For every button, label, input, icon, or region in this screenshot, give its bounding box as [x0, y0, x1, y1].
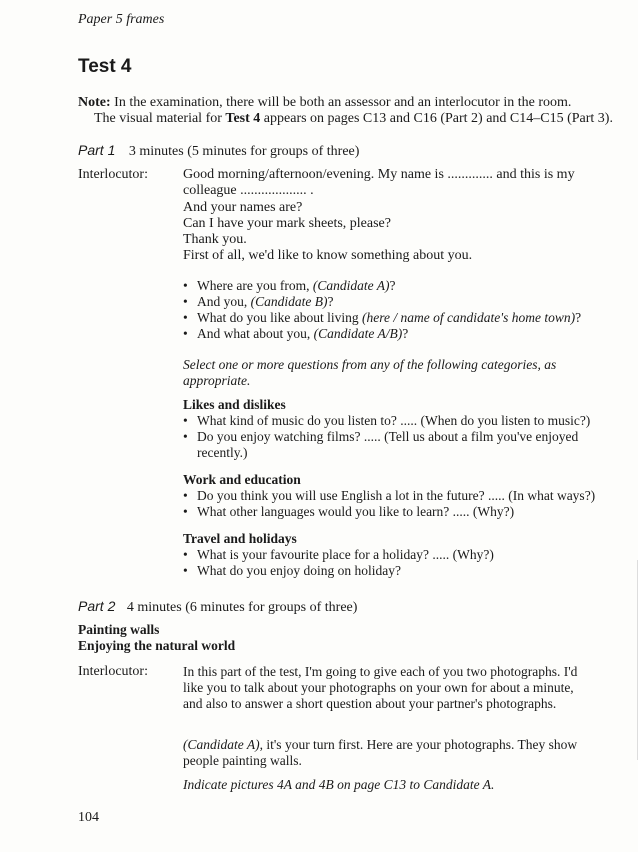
note-label: Note:: [78, 95, 111, 110]
part1-label: Part 1: [78, 142, 116, 158]
part1-line: And your names are?: [183, 199, 303, 215]
list-item: • What do you like about living (here / name of candidate's home town)?: [183, 310, 623, 326]
list-item: • Do you enjoy watching films? ..... (Tell us about a film you've enjoyed recently.): [183, 429, 615, 461]
candidate-ref: (Candidate A): [183, 737, 260, 752]
part2-para2-text: , it's your turn first. Here are your photographs. They show people painting walls.: [183, 737, 578, 768]
part2-speaker: Interlocutor:: [78, 664, 148, 679]
part1-line: colleague ................... .: [183, 183, 314, 199]
part2-heading: [78, 598, 357, 616]
category-title: Work and education: [183, 472, 301, 487]
part1-question-list: [183, 278, 623, 342]
note-line1: In the examination, there will be both an assessor and an interlocutor in the room.: [110, 95, 572, 110]
note-block: [78, 95, 623, 127]
part1-script: [183, 167, 623, 265]
part2-label: Part 2: [78, 598, 116, 614]
category-list: [183, 413, 623, 461]
list-item: • What kind of music do you listen to? ..... (When do you listen to music?): [183, 413, 623, 429]
page-title: Test 4: [78, 56, 132, 77]
list-item: • And you, (Candidate B)?: [183, 294, 623, 310]
part1-instruction: Select one or more questions from any of the following categories, as appropriate.: [183, 357, 557, 388]
category-title: Travel and holidays: [183, 531, 297, 546]
part2-instruction: Indicate pictures 4A and 4B on page C13 to Candidate A.: [183, 777, 495, 792]
list-item: • Do you think you will use English a lot in the future? ..... (In what ways?): [183, 488, 623, 504]
note-line2-pre: The visual material for: [94, 111, 226, 126]
note-line2-bold: Test 4: [225, 111, 261, 126]
part2-para2: [183, 737, 611, 769]
list-item: • What is your favourite place for a holiday? ..... (Why?): [183, 547, 623, 563]
category-list: [183, 488, 623, 520]
part1-speaker: Interlocutor:: [78, 167, 148, 182]
part1-line: Good morning/afternoon/evening. My name is ............. and this is my: [183, 167, 575, 182]
list-item: • What do you enjoy doing on holiday?: [183, 563, 623, 579]
list-item: • What other languages would you like to learn? ..... (Why?): [183, 504, 623, 520]
part2-para1: In this part of the test, I'm going to give each of you two photographs. I'd like you to talk about your photographs on your own for about a minute, and also to answer a short question about your partner's photographs.: [183, 664, 578, 711]
part2-topic: Enjoying the natural world: [78, 638, 236, 653]
part2-timing: 4 minutes (6 minutes for groups of three): [126, 600, 358, 615]
part1-heading: [78, 142, 359, 160]
list-item: • Where are you from, (Candidate A)?: [183, 278, 623, 294]
list-item: • And what about you, (Candidate A/B)?: [183, 326, 623, 342]
part2-topic: Painting walls: [78, 622, 160, 637]
note-line2-post: appears on pages C13 and C16 (Part 2) and C14–C15 (Part 3).: [260, 111, 613, 126]
running-header: Paper 5 frames: [78, 12, 165, 27]
part1-line: Can I have your mark sheets, please?: [183, 215, 391, 231]
part1-line: First of all, we'd like to know something about you.: [183, 248, 473, 264]
part1-timing: 3 minutes (5 minutes for groups of three): [128, 144, 360, 159]
page-number: 104: [78, 810, 99, 825]
part1-line: Thank you.: [183, 232, 247, 248]
category-title: Likes and dislikes: [183, 397, 286, 412]
category-list: [183, 547, 623, 579]
